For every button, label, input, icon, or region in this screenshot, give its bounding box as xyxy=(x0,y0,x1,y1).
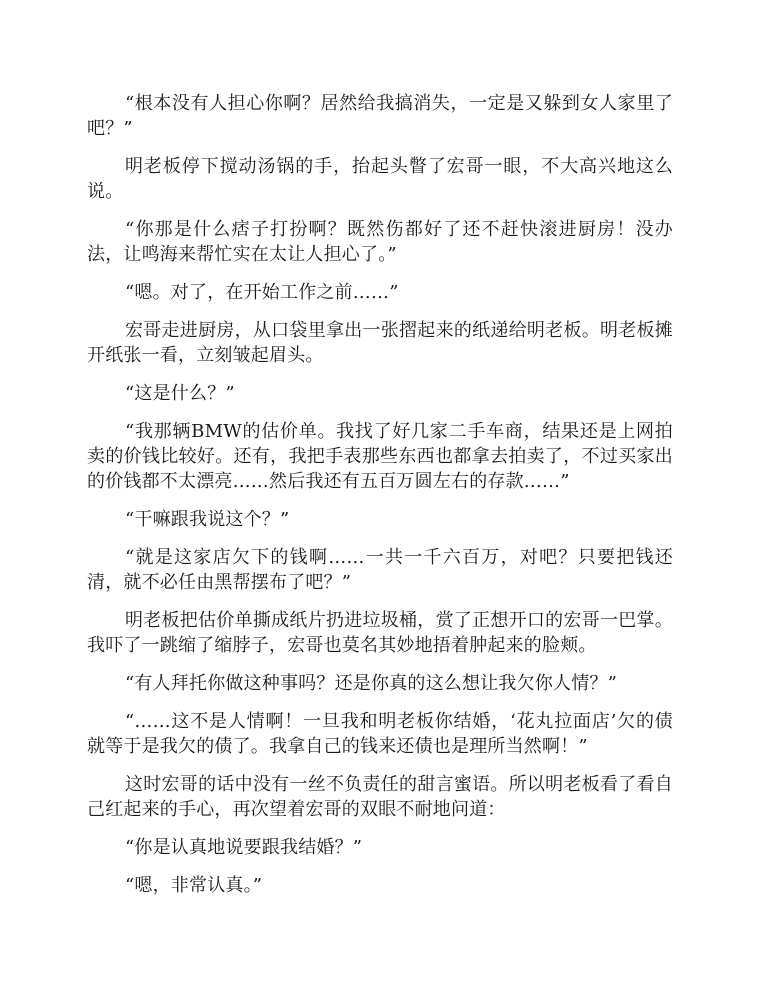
paragraph: “有人拜托你做这种事吗？还是你真的这么想让我欠你人情？” xyxy=(125,673,618,694)
paragraph: “你那是什么痞子打扮啊？既然伤都好了还不赶快滚进厨房！没办法，让鸣海来帮忙实在太让人担心了。” xyxy=(87,219,673,265)
paragraph: “……这不是人情啊！一旦我和明老板你结婚，‘花丸拉面店’欠的债就等于是我欠的债了。我拿自己的钱来还债也是理所当然啊！” xyxy=(87,711,673,757)
document-page xyxy=(87,91,673,911)
paragraph: “我那辆BMW的估价单。我找了好几家二手车商，结果还是上网拍卖的价钱比较好。还有，我把手表那些东西也都拿去拍卖了，不过买家出的价钱都不太漂亮……然后我还有五百万圆左右的存款……” xyxy=(87,421,673,492)
paragraph: “你是认真地说要跟我结婚？” xyxy=(125,837,363,858)
paragraph: “嗯。对了，在开始工作之前……” xyxy=(125,282,399,303)
paragraph: “根本没有人担心你啊？居然给我搞消失，一定是又躲到女人家里了吧？” xyxy=(87,93,673,139)
paragraph: 宏哥走进厨房，从口袋里拿出一张摺起来的纸递给明老板。明老板摊开纸张一看，立刻皱起眉头。 xyxy=(87,320,673,366)
paragraph: 明老板停下搅动汤锅的手，抬起头瞥了宏哥一眼，不大高兴地这么说。 xyxy=(87,156,673,202)
paragraph: “这是什么？” xyxy=(125,383,235,404)
paragraph: 这时宏哥的话中没有一丝不负责任的甜言蜜语。所以明老板看了看自己红起来的手心，再次望着宏哥的双眼不耐地问道： xyxy=(87,774,673,820)
paragraph: “干嘛跟我说这个？” xyxy=(125,509,290,530)
paragraph: “就是这家店欠下的钱啊……一共一千六百万，对吧？只要把钱还清，就不必任由黑帮摆布了吧？” xyxy=(87,547,673,593)
paragraph: “嗯，非常认真。” xyxy=(125,875,263,896)
paragraph: 明老板把估价单撕成纸片扔进垃圾桶，赏了正想开口的宏哥一巴掌。我吓了一跳缩了缩脖子，宏哥也莫名其妙地捂着肿起来的脸颊。 xyxy=(87,610,673,656)
